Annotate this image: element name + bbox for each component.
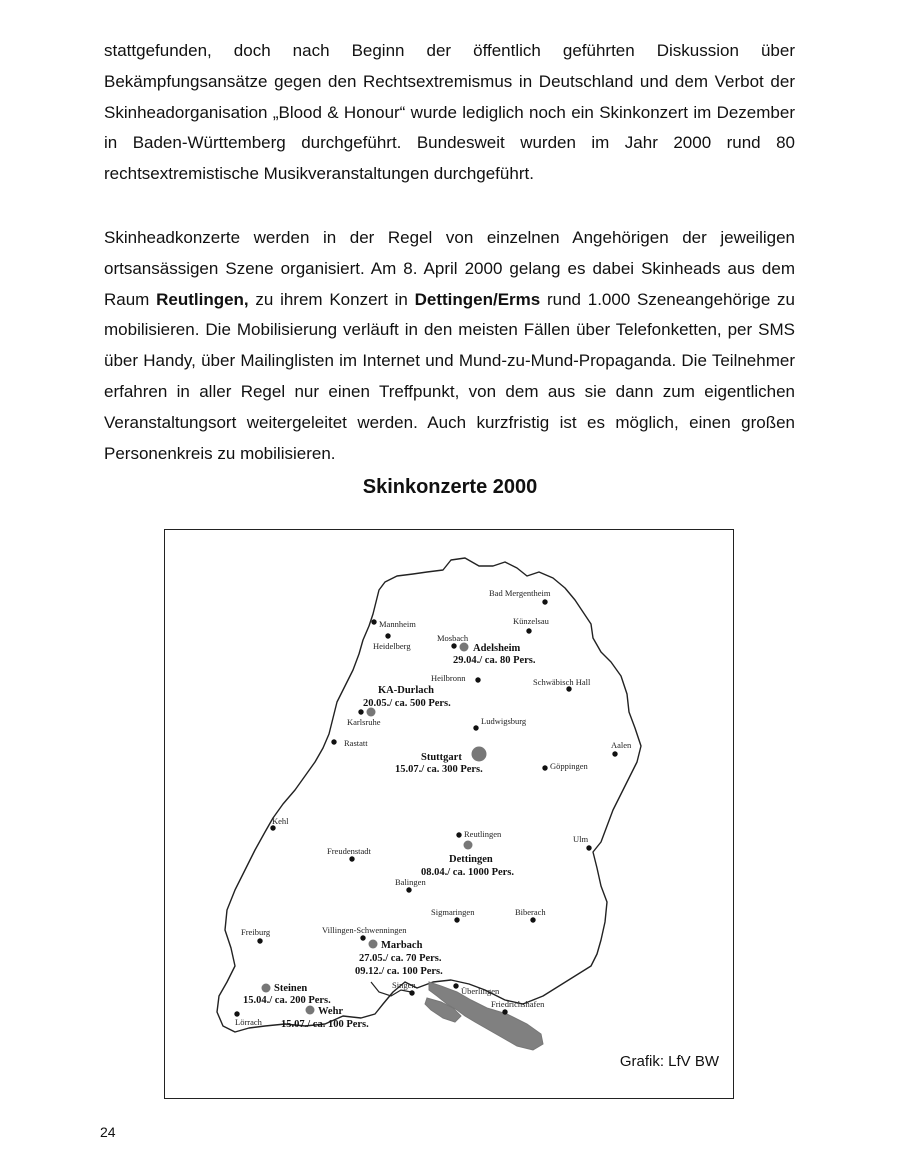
dot-goeppingen [542, 765, 547, 770]
dot-ulm [586, 845, 591, 850]
dot-biberach [530, 917, 535, 922]
dot-singen [409, 990, 414, 995]
event-info-stuttgart: 15.07./ ca. 300 Pers. [395, 764, 483, 775]
label-sigmaringen: Sigmaringen [431, 907, 475, 917]
paragraph-2-bold-reutlingen: Reutlingen, [156, 289, 249, 309]
label-loerrach: Lörrach [235, 1017, 262, 1027]
label-bad-mergentheim: Bad Mergentheim [489, 588, 551, 598]
event-info-marbach-1: 27.05./ ca. 70 Pers. [359, 953, 442, 964]
dot-kuenzelsau [526, 628, 531, 633]
label-ueberlingen: Überlingen [461, 986, 500, 996]
dot-rastatt [331, 739, 336, 744]
paragraph-2-text-a: Skinheadkonzerte werden in der Regel von einzelnen Angehörigen der jeweiligen ortsansässigen Szene organisiert. Am 8. April 2000 gelang es dabei Skinheads aus dem Raum [104, 228, 795, 309]
label-singen: Singen [392, 980, 416, 990]
label-kehl: Kehl [272, 816, 289, 826]
paragraph-2 [104, 223, 795, 469]
dot-friedrichshafen [502, 1009, 507, 1014]
event-name-adelsheim: Adelsheim [473, 643, 521, 654]
dot-karlsruhe [358, 709, 363, 714]
label-karlsruhe: Karlsruhe [347, 717, 381, 727]
event-info-adelsheim: 29.04./ ca. 80 Pers. [453, 655, 536, 666]
page-number: 24 [100, 1124, 116, 1140]
dot-heilbronn [475, 677, 480, 682]
event-marker-adelsheim [460, 643, 469, 652]
event-info-steinen: 15.04./ ca. 200 Pers. [243, 995, 331, 1006]
dot-schwaebisch-hall [566, 686, 571, 691]
dot-ludwigsburg [473, 725, 478, 730]
label-mosbach: Mosbach [437, 633, 469, 643]
event-info-marbach-2: 09.12./ ca. 100 Pers. [355, 966, 443, 977]
dot-loerrach [234, 1011, 239, 1016]
label-villingen: Villingen-Schwenningen [322, 925, 407, 935]
paragraph-2-text-c: zu ihrem Konzert in [248, 289, 415, 309]
dot-kehl [270, 825, 275, 830]
dot-mannheim [371, 619, 376, 624]
dot-sigmaringen [454, 917, 459, 922]
label-freiburg: Freiburg [241, 927, 271, 937]
event-marker-dettingen [464, 841, 473, 850]
event-name-marbach: Marbach [381, 940, 423, 951]
event-name-stuttgart: Stuttgart [421, 752, 462, 763]
event-name-steinen: Steinen [274, 983, 308, 994]
label-balingen: Balingen [395, 877, 426, 887]
label-schwaebisch-hall: Schwäbisch Hall [533, 677, 591, 687]
dot-villingen [360, 935, 365, 940]
event-marker-wehr [306, 1006, 315, 1015]
event-info-ka-durlach: 20.05./ ca. 500 Pers. [363, 698, 451, 709]
label-freudenstadt: Freudenstadt [327, 846, 371, 856]
label-biberach: Biberach [515, 907, 546, 917]
label-friedrichshafen: Friedrichshafen [491, 999, 545, 1009]
label-ludwigsburg: Ludwigsburg [481, 716, 527, 726]
dot-freiburg [257, 938, 262, 943]
dot-heidelberg [385, 633, 390, 638]
label-goeppingen: Göppingen [550, 761, 588, 771]
event-name-wehr: Wehr [318, 1006, 344, 1017]
paragraph-1: stattgefunden, doch nach Beginn der öffentlich geführten Diskussion über Bekämpfungsansätze gegen den Rechtsextremismus in Deutschland und dem Verbot der Skinheadorganisation „Blood & Honour“ wurde lediglich noch ein Skinkonzert im Dezember in Baden-Württemberg durchgeführt. Bundesweit wurden im Jahr 2000 rund 80 rechtsextremistische Musikveranstaltungen durchgeführt. [104, 41, 795, 184]
label-ulm: Ulm [573, 834, 589, 844]
event-info-wehr: 15.07./ ca. 100 Pers. [281, 1019, 369, 1030]
label-aalen: Aalen [611, 740, 632, 750]
dot-bad-mergentheim [542, 599, 547, 604]
paragraph-2-bold-dettingen: Dettingen/Erms [414, 289, 541, 309]
dot-aalen [612, 751, 617, 756]
event-info-dettingen: 08.04./ ca. 1000 Pers. [421, 867, 515, 878]
label-mannheim: Mannheim [379, 619, 416, 629]
paragraph-2-text-e: rund 1.000 Szeneangehörige zu mobilisieren. Die Mobilisierung verläuft in den meisten Fällen über Telefonketten, per SMS über Handy, über Mailinglisten im Internet und Mund-zu-Mund-Propaganda. Die Teilnehmer erfahren in aller Regel nur einen Treffpunkt, von dem aus sie dann zum eigentlichen Veranstaltungsort weitergeleitet werden. Auch kurzfristig ist es möglich, einen großen Personenkreis zu mobilisieren. [104, 289, 795, 463]
dot-balingen [406, 887, 411, 892]
map-credit: Grafik: LfV BW [619, 1053, 719, 1070]
label-reutlingen: Reutlingen [464, 829, 502, 839]
label-heidelberg: Heidelberg [373, 641, 411, 651]
label-rastatt: Rastatt [344, 738, 368, 748]
dot-freudenstadt [349, 856, 354, 861]
dot-ueberlingen [453, 983, 458, 988]
event-name-dettingen: Dettingen [449, 854, 493, 865]
dot-reutlingen [456, 832, 461, 837]
map-svg [165, 530, 733, 1098]
event-marker-stuttgart [472, 747, 487, 762]
event-name-ka-durlach: KA-Durlach [378, 685, 434, 696]
dot-mosbach [451, 643, 456, 648]
label-heilbronn: Heilbronn [431, 673, 466, 683]
label-kuenzelsau: Künzelsau [513, 616, 549, 626]
map-heading: Skinkonzerte 2000 [362, 476, 538, 498]
event-marker-marbach [369, 940, 378, 949]
map-figure [164, 529, 734, 1099]
event-marker-steinen [262, 984, 271, 993]
